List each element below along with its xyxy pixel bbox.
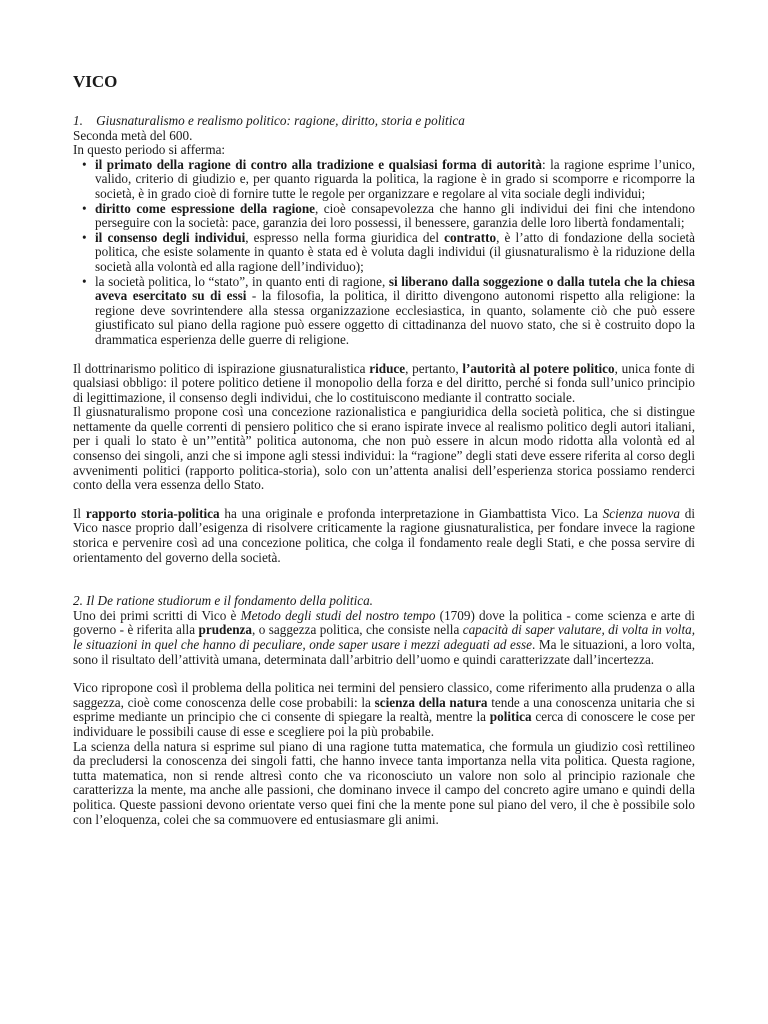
s2p1-text-e: , o saggezza politica, che consiste nella [252, 622, 463, 638]
section-2-heading: 2. Il De ratione studiorum e il fondamento della politica. [73, 593, 373, 609]
bullet-3-bold: il consenso degli individui [95, 229, 246, 245]
document-body [73, 72, 695, 827]
bullet-3-mid: , espresso nella forma giuridica del [245, 229, 445, 245]
s2p2-text-c: tende a una conoscenza unitaria che si esprime mediante un principio che ci consente di spiegare la realtà, mentre la [73, 694, 695, 725]
list-item-liberation-from-church [95, 275, 695, 348]
s2p2-bold-politics: politica [489, 709, 532, 725]
bullet-2-text: , cioè consapevolezza che hanno gli individui dei fini che intendono perseguire con la società: pace, garanzia dei loro possessi, il benessere, garanzia delle loro libertà fondamentali; [95, 200, 695, 231]
s2p1-text-a: Uno dei primi scritti di Vico è [73, 607, 241, 623]
p3-text-e: di Vico nasce proprio dall’esigenza di risolvere criticamente la ragione giusnaturalistica, per fondare invece la ragione storica e pervenire così ad una concezione politica, che colga il fondamento reale degli Stati, e che possa servire di orientamento del governo della società. [73, 505, 695, 565]
bullet-3-text: , è l’atto di fondazione della società politica, che esiste solamente in quanto è stata ed è voluta dagli individui (il giusnaturalismo è la riduzione della società alla volontà ed alla ragione dell’individuo); [95, 229, 695, 274]
paragraph-method-of-studies [73, 609, 695, 667]
p1-text-e: , unica fonte di qualsiasi obbligo: il potere politico detiene il monopolio della forza e del diritto, perché si fonda sull’unico principio di legittimazione, il consenso degli individui, che lo costituiscono mediante il contratto sociale. [73, 360, 695, 405]
p3-bold-relation: rapporto storia-politica [85, 505, 220, 521]
bullet-2-bold: diritto come espressione della ragione [95, 200, 316, 216]
s2p2-text-e: cerca di conoscere le cose per individuare le possibili cause di esse e scegliere poi la più probabile. [73, 709, 695, 739]
paragraph-giusnaturalismo: Il giusnaturalismo propone così una concezione razionalistica e pangiuridica della società politica, che si distingue nettamente da quelle correnti di pensiero politico che si erano ispirate invece al realismo politico degli autori italiani, per i quali lo stato è un’”entità” politica autonoma, che non può essere in alcun modo ridotta alla volontà ed al consenso dei singoli, anzi che si impone agli stessi individui: la “ragione” degli stati deve essere riferita al corso degli avvenimenti politici (rapporto politica-storia), solo con un’attenta analisi dell’esperienza storica possiamo renderci conto della vera essenza dello Stato. [73, 404, 695, 493]
p1-bold-authority: l’autorità al potere politico [462, 360, 615, 376]
s2p1-italic-definition: capacità di saper valutare, di volta in volta, le situazioni in quel che hanno di peculiare, onde saper usare i mezzi adeguati ad esse [73, 622, 695, 652]
p1-text-a: Il dottrinarismo politico di ispirazione giusnaturalistica [73, 360, 370, 376]
list-item-law-as-reason [95, 202, 695, 231]
p3-text-c: ha una originale e profonda interpretazione in Giambattista Vico. La [219, 505, 603, 521]
s2p1-text-c: (1709) dove la politica - come scienza e arte di governo - è riferita alla [73, 607, 696, 638]
list-item-primacy-of-reason [95, 158, 695, 202]
paragraph-classical-thought [73, 681, 695, 739]
list-item-consent [95, 231, 695, 275]
p3-text-a: Il [73, 505, 86, 521]
bullet-1-text: : la ragione esprime l’unico, valido, criterio di giudizio e, per quanto riguarda la politica, la ragione è in grado si scomporre e ricomporre la società, è in grado cioè di fornire tutte le regole per organizzare e regolare al vita sociale degli individui; [95, 156, 695, 201]
bullet-1-bold: il primato della ragione di contro alla tradizione e qualsiasi forma di autorità [95, 156, 542, 172]
paragraph-doctrinarism [73, 362, 695, 406]
section-1-line-period: Seconda metà del 600. [73, 127, 193, 143]
section-1-line-intro: In questo periodo si afferma: [73, 142, 226, 158]
s2p2-bold-natural-science: scienza della natura [374, 694, 488, 710]
section-1-bullet-list [73, 158, 695, 348]
section-1-heading: 1. Giusnaturalismo e realismo politico: ragione, diritto, storia e politica [73, 113, 465, 128]
paragraph-mathematical-reason: La scienza della natura si esprime sul piano di una ragione tutta matematica, che formula un giudizio così rettilineo da precludersi la conoscenza dei singoli fatti, che hanno invece tanta importanza nella vita politica. Questa ragione, tutta matematica, non si rende altresì conto che va riconosciuto un valore non solo al principio razionale che caratterizza la mente, ma anche alle passioni, che dominano invece il campo del concreto agire umano e quindi della politica. Queste passioni devono orientate verso quei fini che la mente pone sul piano del vero, il che è possibile solo con l’eloquenza, colei che sa commuovere ed entusiasmare gli animi. [73, 738, 695, 827]
bullet-3-bold-contract: contratto [444, 229, 497, 245]
bullet-4-bold: si liberano dalla soggezione o dalla tutela che la chiesa aveva esercitato su di essi [95, 273, 695, 304]
page-title: VICO [73, 72, 118, 91]
s2p1-italic-title: Metodo degli studi del nostro tempo [240, 607, 436, 623]
bullet-4-text: - la filosofia, la politica, il diritto divengono autonomi rispetto alla religione: la regione deve sovrintendere alla stessa organizzazione ecclesiastica, in quanto, solamente ciò che può essere giustificato sul piano della ragione può essere oggetto di cittadinanza del nuovo stato, che si è costruito dopo la drammatica esperienza delle guerre di religione. [95, 288, 695, 347]
paragraph-history-politics [73, 507, 695, 565]
p3-italic-scienza-nuova: Scienza nuova [602, 505, 680, 521]
p1-text-c: , pertanto, [405, 360, 463, 376]
bullet-4-pre: la società politica, lo “stato”, in quanto enti di ragione, [95, 273, 389, 289]
s2p1-bold-prudence: prudenza [198, 622, 252, 638]
s2p1-text-g: . Ma le situazioni, a loro volta, sono il risultato dell’attività umana, determinata dall’arbitrio dell’uomo e quindi caratterizzate dall’incertezza. [73, 637, 695, 667]
p1-bold-reduces: riduce [369, 360, 406, 376]
s2p2-text-a: Vico ripropone così il problema della politica nei termini del pensiero classico, come riferimento alla prudenza o alla saggezza, cioè come conoscenza delle cose probabili: la [73, 680, 695, 710]
